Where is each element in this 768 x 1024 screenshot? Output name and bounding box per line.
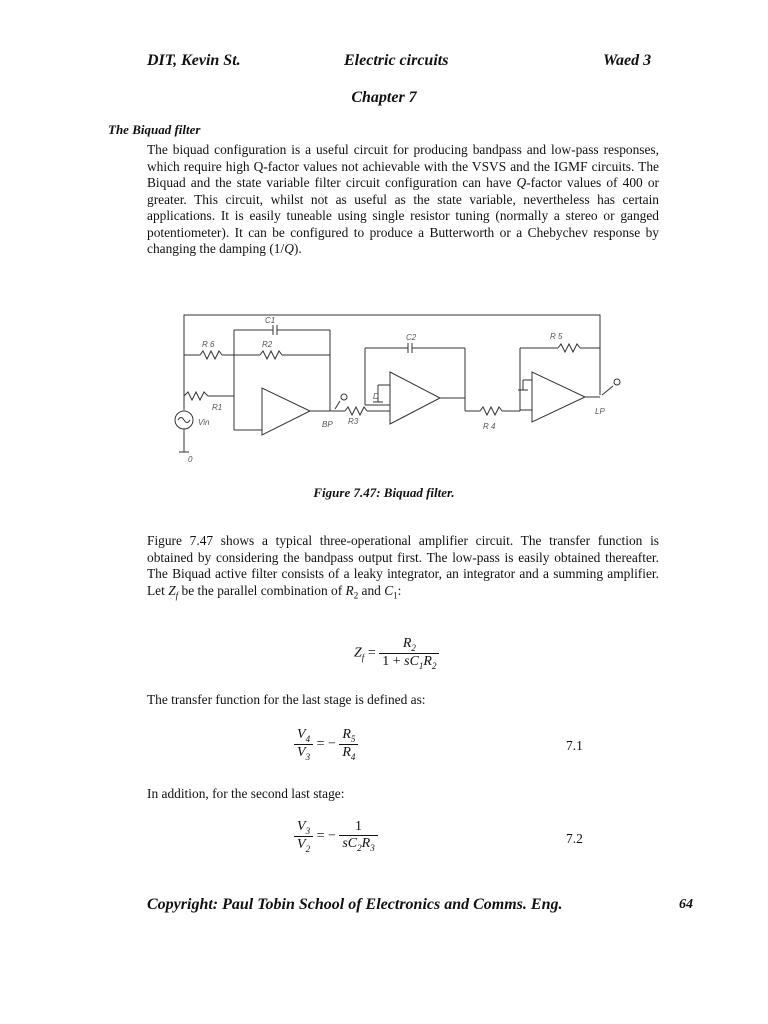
r5-label: R 5 bbox=[550, 332, 563, 341]
page-number: 64 bbox=[679, 897, 693, 912]
r2-label: R2 bbox=[262, 340, 273, 349]
figure-caption: Figure 7.47: Biquad filter. bbox=[313, 485, 455, 500]
lp-label: LP bbox=[595, 407, 605, 416]
last-stage-text: The transfer function for the last stage is defined as: bbox=[147, 692, 426, 707]
equation-7-1: $\frac{V_4}{V_3}$ = − $\frac{R_5}{R_4}$ bbox=[294, 727, 358, 762]
r4-label: R 4 bbox=[483, 422, 496, 431]
r3-label: R3 bbox=[348, 417, 359, 426]
c1-label: C1 bbox=[265, 316, 276, 325]
c2-label: C2 bbox=[406, 333, 417, 342]
equation-7-2: $\frac{V_3}{V_2}$ = − $\frac{1}{sC_2R_3}$ bbox=[294, 819, 378, 854]
bp-label: BP bbox=[322, 420, 333, 429]
ground-label: 0 bbox=[188, 455, 193, 464]
header-right: Waed 3 bbox=[603, 52, 652, 69]
header-center: Electric circuits bbox=[344, 52, 449, 69]
section-title: The Biquad filter bbox=[108, 122, 201, 137]
vin-label: Vin bbox=[198, 418, 210, 427]
d-label: D bbox=[373, 392, 379, 401]
equation-number-7-2: 7.2 bbox=[566, 831, 583, 846]
r6-label: R 6 bbox=[202, 340, 215, 349]
zf-equation: $Z_f$ = $\frac{R_2}{1 + sC_1R_2}$ bbox=[354, 636, 439, 671]
copyright-footer: Copyright: Paul Tobin School of Electronics and Comms. Eng. bbox=[147, 896, 563, 913]
analysis-paragraph: Figure 7.47 shows a typical three-operational amplifier circuit. The transfer function is obtained by considering the bandpass output first. The low-pass is easily obtained thereafter. The Biquad active filter consists of a leaky integrator, an integrator and a summing amplifier. Let $Z_f$ be the parallel combination of $R_2$ and $C_1$: bbox=[147, 533, 659, 601]
header-left: DIT, Kevin St. bbox=[147, 52, 241, 69]
equation-number-7-1: 7.1 bbox=[566, 738, 583, 753]
intro-paragraph: The biquad configuration is a useful circuit for producing bandpass and low-pass responses, which require high Q-factor values not achievable with the VSVS and the IGMF circuits. The Biquad and the state variable filter circuit configuration can have Q-factor values of 400 or greater. This circuit, whilst not as useful as the state variable, nevertheless has certain applications. It is easily tuneable using single resistor tuning (normally a stereo or ganged potentiometer). It can be configured to produce a Butterworth or a Chebychev response by changing the damping (1/Q). bbox=[147, 142, 659, 256]
biquad-circuit-diagram bbox=[170, 310, 630, 470]
chapter-title: Chapter 7 bbox=[351, 89, 417, 106]
r1-label: R1 bbox=[212, 403, 223, 412]
second-last-stage-text: In addition, for the second last stage: bbox=[147, 786, 345, 801]
